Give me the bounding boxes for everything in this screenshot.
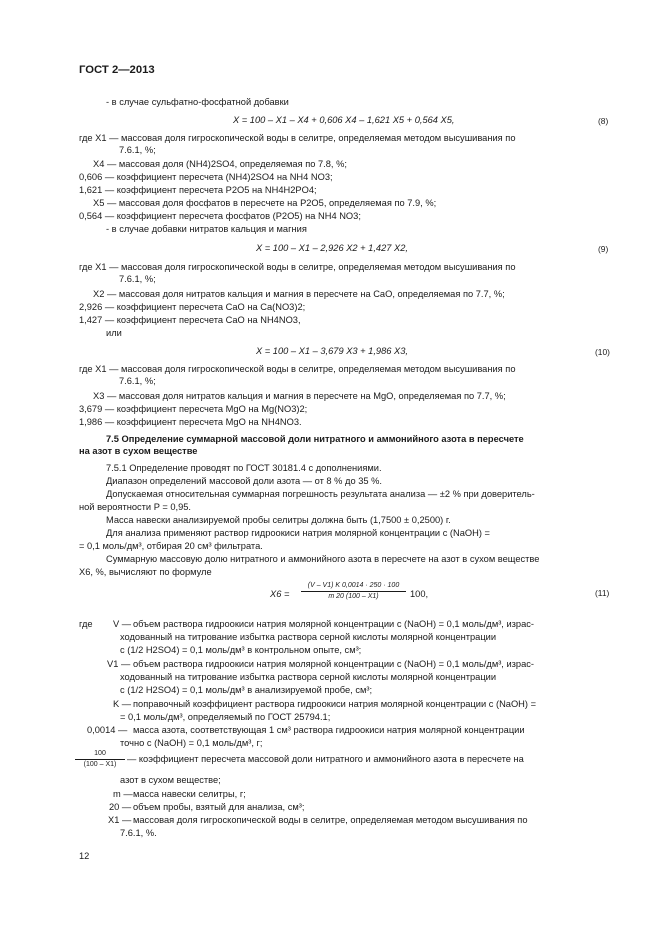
where4-k-line1: поправочный коэффициент раствора гидроокиси натрия молярной концентрации c (NaOH) = xyxy=(133,699,537,709)
where3-x3: X3 — массовая доля нитратов кальция и магния в пересчете на MgO, определяемая по 7.7, %; xyxy=(93,391,506,401)
equation-10: X = 100 – X1 – 3,679 X3 + 1,986 X3, xyxy=(256,346,408,356)
equation-10-number: (10) xyxy=(595,347,610,357)
where4-v-line2: ходованный на титрование избытка раствора серной кислоты молярной концентрации xyxy=(120,632,497,642)
page-number: 12 xyxy=(79,851,90,861)
equation-11-lhs: X6 = xyxy=(270,589,290,599)
where1-c1621: 1,621 — коэффициент пересчета P2O5 на NH4H2PO4; xyxy=(79,185,317,195)
where4-x1-line2: 7.6.1, %. xyxy=(120,828,157,838)
where4-v1-line3: c (1/2 H2SO4) = 0,1 моль/дм³ в анализируемой пробе, см³; xyxy=(120,685,373,695)
para-error-line1: Допускаемая относительная суммарная погрешность результата анализа — ±2 % при доверитель- xyxy=(106,489,535,499)
equation-8: X = 100 – X1 – X4 + 0,606 X4 – 1,621 X5 + 0,564 X5, xyxy=(233,115,455,125)
where4-gde: где xyxy=(79,619,93,629)
para-error-line2: ной вероятности P = 0,95. xyxy=(79,502,192,512)
where4-coef-fraction xyxy=(75,750,125,769)
where4-m-line1: масса навески селитры, г; xyxy=(133,789,246,799)
where1-c0564: 0,564 — коэффициент пересчета фосфатов (P2O5) на NH4 NO3; xyxy=(79,211,361,221)
where4-v1-label: V1 — xyxy=(107,659,131,669)
intro-sulfate: - в случае сульфатно-фосфатной добавки xyxy=(106,97,289,107)
section-7-5-title-line1: 7.5 Определение суммарной массовой доли нитратного и аммонийного азота в пересчете xyxy=(106,434,524,444)
where2-x1-line2: 7.6.1, %; xyxy=(119,274,156,284)
para-analysis-line1: Для анализа применяют раствор гидроокиси натрия молярной концентрации c (NaOH) = xyxy=(106,528,490,538)
where4-coef-line2: азот в сухом веществе; xyxy=(120,775,221,785)
equation-11-numerator: (V – V1) K 0,0014 · 250 · 100 xyxy=(301,582,406,592)
equation-11-denominator: m 20 (100 – X1) xyxy=(328,593,379,600)
where3-x1-line2: 7.6.1, %; xyxy=(119,376,156,386)
para-range: Диапазон определений массовой доли азота — от 8 % до 35 %. xyxy=(106,476,382,486)
para-7-5-1: 7.5.1 Определение проводят по ГОСТ 30181.4 с дополнениями. xyxy=(106,463,382,473)
where2-c2926: 2,926 — коэффициент пересчета CaO на Ca(NO3)2; xyxy=(79,302,306,312)
where2-x1-line1: где X1 — массовая доля гигроскопической воды в селитре, определяемая методом высушивания по xyxy=(79,262,516,272)
where4-m-label: m — xyxy=(113,789,133,799)
where4-k-line2: = 0,1 моль/дм³, определяемый по ГОСТ 25794.1; xyxy=(120,712,331,722)
where4-20-line1: объем пробы, взятый для анализа, см³; xyxy=(133,802,305,812)
where4-coef-line1: — коэффициент пересчета массовой доли нитратного и аммонийного азота в пересчете на xyxy=(127,754,524,764)
where4-k-label: K — xyxy=(113,699,132,709)
equation-9: X = 100 – X1 – 2,926 X2 + 1,427 X2, xyxy=(256,243,408,253)
equation-8-number: (8) xyxy=(598,116,609,126)
where4-coef-numerator: 100 xyxy=(75,750,125,760)
where4-x1-line1: массовая доля гигроскопической воды в селитре, определяемая методом высушивания по xyxy=(133,815,528,825)
where4-v-line1: объем раствора гидроокиси натрия молярной концентрации c (NaOH) = 0,1 моль/дм³, израс- xyxy=(133,619,535,629)
where4-v-label: V — xyxy=(113,619,132,629)
where4-0014-line2: точно c (NaOH) = 0,1 моль/дм³, г; xyxy=(120,738,263,748)
intro-calcium: - в случае добавки нитратов кальция и магния xyxy=(106,224,307,234)
where3-x1-line1: где X1 — массовая доля гигроскопической воды в селитре, определяемая методом высушивания по xyxy=(79,364,516,374)
where4-v1-line1: объем раствора гидроокиси натрия молярной концентрации c (NaOH) = 0,1 моль/дм³, израс- xyxy=(133,659,535,669)
page-header: ГОСТ 2—2013 xyxy=(79,64,155,76)
where1-x4: X4 — массовая доля (NH4)2SO4, определяемая по 7.8, %; xyxy=(93,159,347,169)
where1-x1-line1: где X1 — массовая доля гигроскопической воды в селитре, определяемая методом высушивания по xyxy=(79,133,516,143)
where1-c0606: 0,606 — коэффициент пересчета (NH4)2SO4 на NH4 NO3; xyxy=(79,172,333,182)
equation-9-number: (9) xyxy=(598,244,609,254)
where1-x5: X5 — массовая доля фосфатов в пересчете на P2O5, определяемая по 7.9, %; xyxy=(93,198,437,208)
where4-x1-label: X1 — xyxy=(108,815,132,825)
where4-v1-line2: ходованный на титрование избытка раствора серной кислоты молярной концентрации xyxy=(120,672,497,682)
where2-or: или xyxy=(106,328,122,338)
where4-0014-label: 0,0014 — xyxy=(87,725,128,735)
where2-x2: X2 — массовая доля нитратов кальция и магния в пересчете на CaO, определяемая по 7.7, %; xyxy=(93,289,505,299)
equation-11-fraction xyxy=(301,582,406,601)
para-mass: Масса навески анализируемой пробы селитры должна быть (1,7500 ± 0,2500) г. xyxy=(106,515,451,525)
where4-20-label: 20 — xyxy=(109,802,132,812)
where4-v-line3: c (1/2 H2SO4) = 0,1 моль/дм³ в контрольном опыте, см³; xyxy=(120,645,362,655)
where3-c1986: 1,986 — коэффициент пересчета MgO на NH4NO3. xyxy=(79,417,302,427)
where3-c3679: 3,679 — коэффициент пересчета MgO на Mg(NO3)2; xyxy=(79,404,308,414)
section-7-5-title-line2: на азот в сухом веществе xyxy=(79,446,198,456)
para-sum-line1: Суммарную массовую долю нитратного и аммонийного азота в пересчете на азот в сухом веществе xyxy=(106,554,540,564)
where2-c1427: 1,427 — коэффициент пересчета CaO на NH4NO3, xyxy=(79,315,301,325)
where4-coef-denominator: (100 – X1) xyxy=(83,761,117,768)
para-analysis-line2: = 0,1 моль/дм³, отбирая 20 см³ фильтрата. xyxy=(79,541,263,551)
equation-11-number: (11) xyxy=(595,588,610,598)
equation-11-tail: 100, xyxy=(410,589,429,599)
where1-x1-line2: 7.6.1, %; xyxy=(119,145,156,155)
where4-0014-line1: масса азота, соответствующая 1 см³ раствора гидроокиси натрия молярной концентрации xyxy=(133,725,525,735)
para-sum-line2: X6, %, вычисляют по формуле xyxy=(79,567,212,577)
